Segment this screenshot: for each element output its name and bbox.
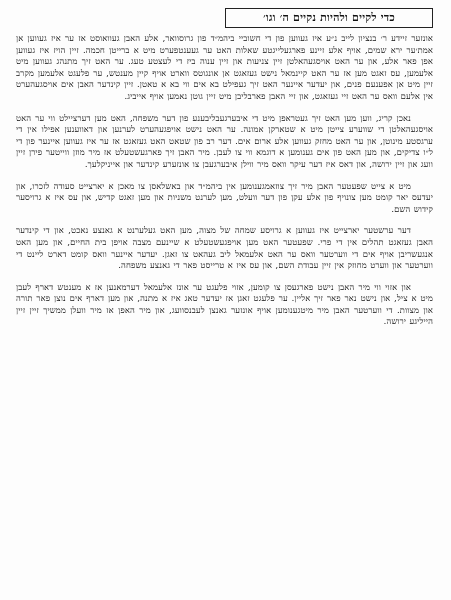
paragraph-2: נאכן קריג, ווען מען האט זיך געטראפן מיט די איבערגעבליבענע פון דער משפחה, האט מען דערציילט ווי ער האט אויסגעהאלטן די שווערע צייטן מיט א שטארקן אמונה. ער האט נישט אויפגעהערט לערנען און דאווענען אפילו אין די ערגסטע מינוטן, און ער האט מחזק געווען אלע ארום אים. דער רב פון שטאט האט געזאגט אז ער איז געווען איינער פון די ל״ו צדיקים, און מען האט פון אים גענומען א דוגמא ווי צו לעבן. מיר האבן זיך פארגעשטעלט אז מיר מוזן ווייטער פירן זיין וועג און זיין ירושה, און דאס איז דער עיקר וואס מיר ווילן איבערגעבן צו אונזערע קינדער און אייניקלעך.: [16, 112, 433, 169]
paragraph-1: אונזער זיידע ר׳ בנציון לייב נ״ע איז געווען פון די חשוביי ביהמ״ד פון גרוסוואר, אלע האבן געוואוסט אז ער איז געווען אן אמת׳ער ירא שמים, אויף אלע זיינע פארגעלייגטע שאלות האט ער געענטפערט מיט א ברייטן חכמה. זיין הויז איז געווען אפן פאר אלע, און ער האט אויסגעהאלטן זיין צניעות און זיין ענוה ביז די לעצטע טעג. ער האט זיך מתנהג געווען מיט אלעמען, עס זאגט מען אז ער האט קיינמאל נישט געזאגט אן אונגוטס ווארט אויף קיין מענטש, ער פלעגט אלעמען מקרב זיין מיט אן אפענעם פנים, און יעדער איינער האט זיך געפילט בא אים ווי בא א טאטן. זיין קינדער האבן אים אויסגעהערט אין אלעם וואס ער האט זיי געזאגט, און זיי האבן פארבליבן מיט זיין גוטן נאמען אויף אייביג.: [16, 33, 433, 101]
paragraph-4: דער ערשטער יארצייט איז געווען א גרויסע שמחה של מצוה, מען האט געלערנט א גאנצע נאכט, און די קינדער האבן געזאגט תהלים אין די פרי. שפעטער האט מען אויפגעשטעלט א שיינעם מצבה אויפן בית החיים, און מען האט אנגעשריבן אויף אים די ווערטער וואס ער האט אלעמאל ליב געהאט צו זאגן. יעדער איינער וואס קומט דארט ליינט די ווערטער און ווערט מחוזק אין זיין עבודת השם, און עס איז א טרייסט פאר די גאנצע משפחה.: [16, 225, 433, 271]
document-body: [16, 33, 433, 328]
paragraph-3: מיט א צייט שפעטער האבן מיר זיך צוזאמגענומען אין ביהמ״ד און באשלאסן צו מאכן א יארצייט סעודה לזכרו, און יעדעס יאר קומט מען צונויף פון אלע עקן פון דער וועלט, מען לערנט משניות און מען זאגט קדיש, און עס איז א גרויסער קידוש השם.: [16, 180, 433, 214]
page-title: כדי לקיים ולהיות נקיים ה׳ וגו׳: [263, 11, 395, 24]
paragraph-5: און אזוי ווי מיר האבן נישט פארגעסן צו קומען, אזוי פלעגט ער אונז אלעמאל דערמאנען אז א מענטש דארף לעבן מיט א ציל, און נישט נאר פאר זיך אליין. ער פלעגט זאגן אז יעדער טאג איז א מתנה, און מען דארף אים נוצן פאר תורה און מצוות. די ווערטער האבן מיר מיטגענומען אויף אונזער גאנצן לעבנסוועג, און מיר האפן אז מיר וועלן ממשיך זיין זיין הייליגע ירושה.: [16, 281, 433, 327]
page-header-box: [225, 8, 433, 28]
